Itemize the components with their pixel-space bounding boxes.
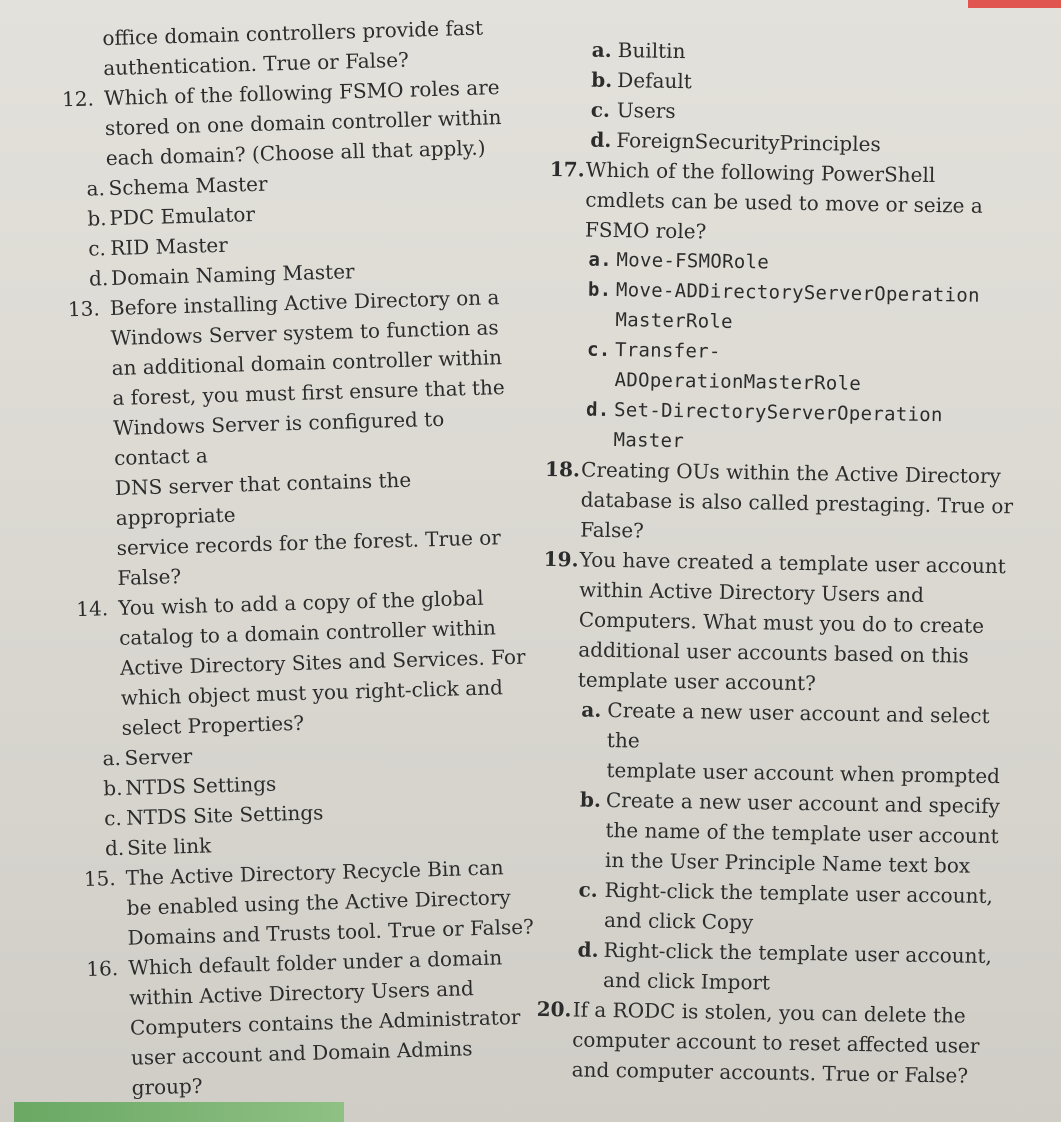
question-16: 16. Which default folder under a domain within Active Directory Users and Computers contains the Administrator user account and Domain Admins group? bbox=[86, 945, 521, 1100]
option: b. NTDS Settings bbox=[103, 771, 277, 801]
option: b. Create a new user account and specify the name of the template user account in the User Principle Name text box bbox=[579, 787, 1001, 878]
option: d. Set-DirectoryServerOperation Master bbox=[585, 398, 943, 453]
option: c. RID Master bbox=[87, 232, 229, 261]
option: d. Site link bbox=[104, 833, 212, 861]
option: b. Move-ADDirectoryServerOperation MasterRole bbox=[587, 278, 981, 333]
question-number: 20. bbox=[536, 996, 572, 1022]
option: b. Default bbox=[591, 67, 692, 94]
option: c. Right-click the template user account, and click Copy bbox=[578, 877, 994, 935]
question-number: 14. bbox=[76, 596, 109, 622]
question-number: 15. bbox=[83, 866, 117, 891]
question-number: 19. bbox=[543, 546, 579, 572]
option: b. PDC Emulator bbox=[87, 201, 256, 231]
left-column bbox=[61, 12, 542, 1104]
question-20: 20. If a RODC is stolen, you can delete the computer account to reset affected user and computer accounts. True or False? bbox=[536, 994, 1007, 1091]
question-13: 13. Before installing Active Directory on a Windows Server system to function as an additional domain controller within a forest, you must first ensure that the Windows Server is configured to contact a DNS server that contains the appropriate service records for the forest. True or False? bbox=[67, 285, 506, 590]
question-11-tail: office domain controllers provide fast authentication. True or False? bbox=[102, 15, 484, 81]
question-15: 15. The Active Directory Recycle Bin can be enabled using the Active Directory Domains and Trusts tool. True or False? bbox=[83, 855, 535, 950]
option: c. NTDS Site Settings bbox=[103, 800, 324, 831]
right-column bbox=[536, 34, 1022, 1091]
question-number: 12. bbox=[61, 86, 95, 112]
question-number: 18. bbox=[544, 456, 581, 482]
option: a. Server bbox=[102, 743, 193, 771]
option: a. Move-FSMORole bbox=[588, 248, 770, 274]
option: d. Domain Naming Master bbox=[88, 259, 355, 291]
page-corner-tab bbox=[968, 0, 1061, 8]
option: a. Schema Master bbox=[86, 171, 268, 201]
option: a. Builtin bbox=[591, 37, 686, 64]
option: d. ForeignSecurityPrinciples bbox=[590, 127, 881, 157]
question-19: 19. You have created a template user account within Active Directory Users and Computers. What must you do to create additional user accounts based on this template user account? bbox=[542, 544, 1014, 701]
question-number: 16. bbox=[86, 956, 119, 981]
question-number: 13. bbox=[67, 296, 101, 322]
green-page-edge bbox=[14, 1102, 344, 1122]
question-12: 12. Which of the following FSMO roles are stored on one domain controller within each domain? (Choose all that apply.) bbox=[61, 75, 502, 171]
option: c. Users bbox=[590, 97, 676, 123]
option: c. Transfer- ADOperationMasterRole bbox=[586, 338, 862, 395]
question-18: 18. Creating OUs within the Active Directory database is also called prestaging. True or False? bbox=[544, 454, 1015, 551]
question-17: 17. Which of the following PowerShell cmdlets can be used to move or seize a FSMO role? bbox=[549, 154, 1020, 251]
question-14: 14. You wish to add a copy of the global catalog to a domain controller within Active Directory Sites and Services. For which object must you right-click and select Properties? bbox=[76, 585, 526, 740]
question-number: 17. bbox=[549, 156, 585, 182]
option: d. Right-click the template user account, and click Import bbox=[577, 937, 993, 995]
option: a. Create a new user account and select the template user account when prompted bbox=[581, 697, 1001, 789]
